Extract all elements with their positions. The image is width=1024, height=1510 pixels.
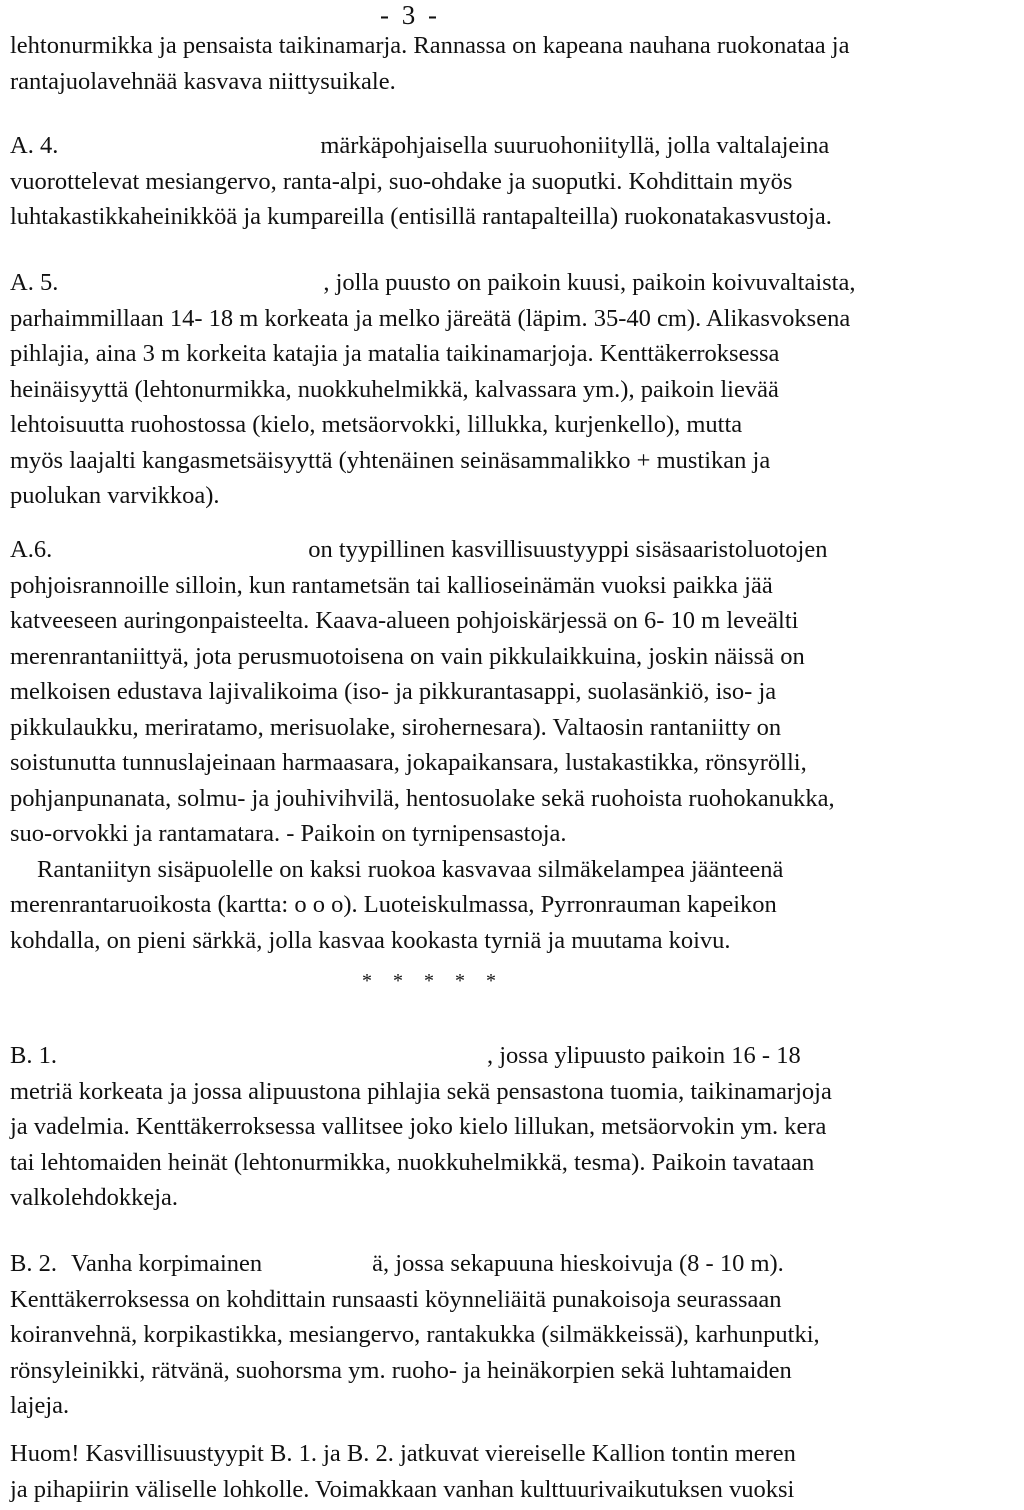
note-paragraph: [10, 1436, 1020, 1507]
section-b2: [10, 1246, 1020, 1424]
text-line: pikkulaukku, meriratamo, merisuolake, sirohernesara). Valtaosin rantaniitty on: [10, 713, 782, 741]
text-line: suo-orvokki ja rantamatara. - Paikoin on tyrnipensastoja.: [10, 820, 567, 847]
text-line: märkäpohjaisella suuruohoniityllä, jolla valtalajeina: [320, 132, 830, 159]
text-line: on tyypillinen kasvillisuustyyppi sisäsaaristoluotojen: [308, 536, 828, 563]
text-line: melkoisen edustava lajivalikoima (iso- ja pikkurantasappi, suolasänkiö, iso- ja: [10, 678, 777, 705]
text-line: heinäisyyttä (lehtonurmikka, nuokkuhelmikkä, kalvassara ym.), paikoin lievää: [10, 375, 779, 403]
text-line: Vanha korpimainen: [70, 1250, 263, 1277]
text-line: lajeja.: [10, 1392, 70, 1419]
text-line: myös laajalti kangasmetsäisyyttä (yhtenäinen seinäsammalikko + mustikan ja: [10, 446, 771, 474]
text-line: , jolla puusto on paikoin kuusi, paikoin koivuvaltaista,: [323, 269, 856, 296]
section-a6: [10, 532, 1020, 958]
text-line: lehtonurmikka ja pensaista taikinamarja. Rannassa on kapeana nauhana ruokonataa ja: [10, 32, 850, 59]
text-line: lehtoisuutta ruohostossa (kielo, metsäorvokki, lillukka, kurjenkello), mutta: [10, 411, 743, 438]
text-line: Huom! Kasvillisuustyypit B. 1. ja B. 2. jatkuvat viereiselle Kallion tontin meren: [10, 1440, 796, 1467]
text-line: merenrantaruoikosta (kartta: o o o). Luoteiskulmassa, Pyrronrauman kapeikon: [10, 891, 777, 918]
text-line: luhtakastikkaheinikköä ja kumpareilla (entisillä rantapalteilla) ruokonatakasvustoja.: [10, 203, 832, 230]
section-label: A. 5.: [10, 269, 59, 296]
page-number: - 3 -: [380, 0, 440, 30]
text-line: pohjoisrannoille silloin, kun rantametsän tai kallioseinämän vuoksi paikka jää: [10, 571, 773, 599]
text-line: pihlajia, aina 3 m korkeita katajia ja matalia taikinamarjoja. Kenttäkerroksessa: [10, 340, 780, 367]
text-line: merenrantaniittyä, jota perusmuotoisena on vain pikkulaikkuina, joskin näissä on: [10, 642, 805, 670]
text-line: koiranvehnä, korpikastikka, mesiangervo, rantakukka (silmäkkeissä), karhunputki,: [10, 1321, 820, 1348]
text-line: valkolehdokkeja.: [10, 1184, 179, 1211]
text-line: Kenttäkerroksessa on kohdittain runsaasti köynneliäitä punakoisoja seurassaan: [10, 1285, 782, 1313]
separator-stars: * * * * *: [362, 970, 504, 992]
text-line: pohjanpunanata, solmu- ja jouhivihvilä, hentosuolake sekä ruohoista ruohokanukka,: [10, 784, 835, 812]
text-line: ja vadelmia. Kenttäkerroksessa vallitsee joko kielo lillukan, metsäorvokin ym. kera: [10, 1113, 827, 1140]
text-line: rantajuolavehnää kasvava niittysuikale.: [10, 67, 396, 95]
section-label: A. 4.: [10, 132, 59, 159]
text-line: , jossa ylipuusto paikoin 16 - 18: [486, 1042, 801, 1069]
text-line: vuorottelevat mesiangervo, ranta-alpi, suo-ohdake ja suoputki. Kohdittain myös: [10, 167, 793, 195]
text-line: kohdalla, on pieni särkkä, jolla kasvaa kookasta tyrniä ja muutama koivu.: [10, 926, 731, 954]
section-a4: [10, 128, 1020, 235]
section-label: B. 2.: [10, 1250, 57, 1277]
text-line: metriä korkeata ja jossa alipuustona pihlajia sekä pensastona tuomia, taikinamarjoja: [10, 1077, 832, 1105]
text-line: rönsyleinikki, rätvänä, suohorsma ym. ruoho- ja heinäkorpien sekä luhtamaiden: [10, 1356, 792, 1384]
intro-paragraph: [10, 28, 1020, 99]
text-line: tai lehtomaiden heinät (lehtonurmikka, nuokkuhelmikkä, tesma). Paikoin tavataan: [10, 1148, 815, 1176]
section-a5: [10, 265, 1020, 514]
text-line: puolukan varvikkoa).: [10, 482, 220, 509]
text-line: katveeseen auringonpaisteelta. Kaava-alueen pohjoiskärjessä on 6- 10 m leveälti: [10, 607, 799, 634]
text-line: ja pihapiirin väliselle lohkolle. Voimakkaan vanhan kulttuurivaikutuksen vuoksi: [10, 1475, 795, 1503]
text-line: parhaimmillaan 14- 18 m korkeata ja melko järeätä (läpim. 35-40 cm). Alikasvoksena: [10, 304, 851, 332]
section-b1: [10, 1038, 1020, 1216]
text-line: soistunutta tunnuslajeinaan harmaasara, jokapaikansara, lustakastikka, rönsyrölli,: [10, 749, 807, 776]
text-line: ä, jossa sekapuuna hieskoivuja (8 - 10 m).: [372, 1250, 784, 1277]
section-label: A.6.: [10, 536, 53, 563]
text-line: Rantaniityn sisäpuolelle on kaksi ruokoa kasvavaa silmäkelampea jäänteenä: [37, 855, 784, 883]
section-label: B. 1.: [10, 1042, 57, 1069]
